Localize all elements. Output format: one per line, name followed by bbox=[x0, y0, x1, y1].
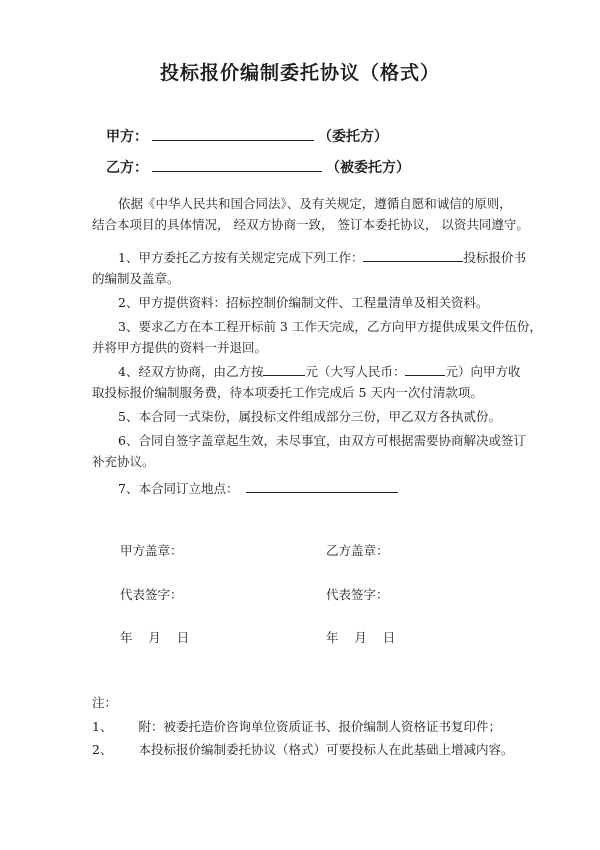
party-b-blank bbox=[152, 157, 322, 172]
party-a-role: （委托方） bbox=[318, 129, 388, 145]
clause-1-line-1 bbox=[118, 248, 526, 266]
party-a-date: 年 月 日 bbox=[120, 630, 190, 645]
clause-5: 5、本合同一式柒份，属投标文件组成部分三份，甲乙双方各执贰份。 bbox=[118, 409, 501, 424]
clause-6-line-1: 6、合同自签字盖章起生效，未尽事宜，由双方可根据需要协商解决或签订 bbox=[118, 433, 526, 448]
party-a-blank bbox=[152, 126, 314, 141]
clause-1-tail: 投标报价书 bbox=[463, 250, 526, 265]
clause-3-line-2: 并将甲方提供的资料一并退回。 bbox=[92, 340, 268, 355]
clause-3-line-1: 3、要求乙方在本工程开标前 3 工作天完成，乙方向甲方提供成果文件伍份， bbox=[118, 319, 542, 334]
party-b-role: （被委托方） bbox=[326, 160, 410, 176]
intro-line-1: 依据《中华人民共和国合同法》、及有关规定，遵循自愿和诚信的原则， bbox=[118, 196, 512, 211]
note-2-number: 2、 bbox=[92, 742, 113, 757]
note-2 bbox=[92, 740, 513, 758]
clause-1-blank bbox=[363, 249, 463, 262]
clause-7-text: 7、本合同订立地点： bbox=[118, 481, 239, 496]
party-a-seal-label: 甲方盖章： bbox=[120, 543, 183, 558]
clause-4-text-3: 元）向甲方收 bbox=[445, 364, 521, 379]
clause-1-line-2: 的编制及盖章。 bbox=[92, 271, 180, 286]
note-2-text: 本投标报价编制委托协议（格式）可要投标人在此基础上增减内容。 bbox=[138, 742, 514, 757]
clause-4-amount-blank bbox=[263, 363, 305, 376]
document-title: 投标报价编制委托协议（格式） bbox=[159, 62, 440, 84]
clause-4-text: 4、经双方协商，由乙方按 bbox=[118, 364, 264, 379]
clause-4-uppercase-blank bbox=[405, 363, 445, 376]
note-1-text: 附：被委托造价咨询单位资质证书、报价编制人资格证书复印件； bbox=[138, 719, 501, 734]
party-b-date: 年 月 日 bbox=[326, 630, 396, 645]
clause-7 bbox=[118, 479, 398, 497]
clause-2: 2、甲方提供资料：招标控制价编制文件、工程量清单及相关资料。 bbox=[118, 295, 489, 310]
party-b-seal-label: 乙方盖章： bbox=[326, 543, 389, 558]
clause-1-text: 1、甲方委托乙方按有关规定完成下列工作： bbox=[118, 250, 364, 265]
clause-4-line-1 bbox=[118, 362, 521, 380]
clause-7-blank bbox=[246, 480, 398, 493]
intro-line-2: 结合本项目的具体情况， 经双方协商一致， 签订本委托协议， 以资共同遵守。 bbox=[92, 217, 529, 232]
party-b-sign-label: 代表签字： bbox=[326, 587, 389, 602]
party-b-line bbox=[106, 157, 410, 177]
party-a-label: 甲方： bbox=[106, 129, 148, 145]
note-title: 注： bbox=[92, 695, 118, 710]
note-1 bbox=[92, 717, 501, 735]
clause-6-line-2: 补充协议。 bbox=[92, 454, 155, 469]
party-a-sign-label: 代表签字： bbox=[120, 587, 183, 602]
party-a-line bbox=[106, 126, 388, 146]
party-b-label: 乙方： bbox=[106, 160, 148, 176]
note-1-number: 1、 bbox=[92, 719, 113, 734]
clause-4-line-2: 取投标报价编制服务费，待本项委托工作完成后 5 天内一次付清款项。 bbox=[92, 385, 483, 400]
clause-4-text-2: 元（大写人民币： bbox=[305, 364, 406, 379]
